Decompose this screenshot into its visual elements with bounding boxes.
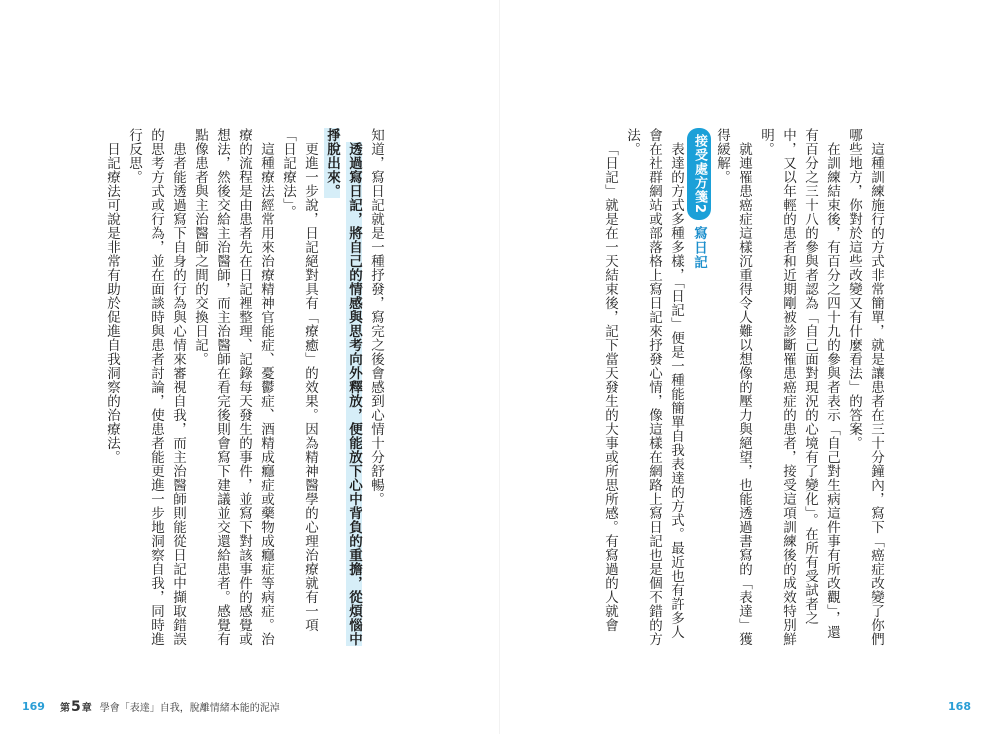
tip-title: 寫日記 — [691, 226, 707, 270]
left-page-body — [57, 128, 387, 648]
right-page-body — [487, 128, 887, 648]
paragraph: 表達的方式多種多樣，「日記」便是一種能簡單自我表達的方式。最近也有許多人會在社群網站或部落格上寫日記來抒發心情，像這樣在網路上寫日記也是個不錯的方法。 — [624, 128, 684, 646]
chapter-title: 學會「表達」自我，脫離情緒本能的泥淖 — [99, 703, 280, 714]
paragraph: 就連罹患癌症這樣沉重得令人難以想像的壓力與絕望，也能透過書寫的「表達」獲得緩解。 — [714, 128, 752, 646]
paragraph: 日記療法可說是非常有助於促進自我洞察的治療法。 — [104, 141, 120, 464]
page-number-right: 168 — [948, 700, 971, 713]
highlighted-text: 透過寫日記，將自己的情感與思考向外釋放，便能放下心中背負的重擔，從煩惱中掙脫出來。 — [324, 128, 362, 646]
chapter-number: 5 — [71, 699, 81, 715]
page-number-left: 169 — [22, 700, 45, 713]
tip-heading — [687, 128, 711, 648]
chapter-suffix: 章 — [81, 703, 92, 714]
paragraph: 知道，寫日記就是一種抒發，寫完之後會感到心情十分舒暢。 — [368, 128, 384, 506]
paragraph: 在訓練結束後，有百分之四十九的參與者表示「自己對生病這件事有所改觀」，還有百分之三十八的參與者認為「自己面對現況的心境有了變化」。在所有受試者之中，又以年輕的患者和近期剛被診斷罹患癌症的患者，接受這項訓練後的成效特別鮮明。 — [758, 128, 840, 646]
right-page — [500, 0, 999, 734]
chapter-prefix: 第 — [60, 703, 70, 714]
paragraph: 患者能透過寫下自身的行為與心情來審視自我，而主治醫師則能從日記中擷取錯誤的思考方式或行為，並在面談時與患者討論，使患者能更進一步地洞察自我，同時進行反思。 — [126, 128, 186, 646]
highlight-paragraph — [321, 128, 365, 648]
paragraph: 「日記」就是在一天結束後，記下當天發生的大事或所思所感。有寫過的人就會 — [602, 141, 618, 632]
paragraph: 這種療法經常用來治療精神官能症、憂鬱症、酒精成癮症或藥物成癮症等病症。治療的流程是由患者先在日記裡整理、記錄每天發生的事件，並寫下對該事件的感覺或想法，然後交給主治醫師，而主治醫師在看完後則會寫下建議並交還給患者。感覺有點像患者與主治醫師之間的交換日記。 — [192, 128, 274, 646]
prescription-tag: 接受處方箋2 — [687, 128, 711, 220]
running-head — [60, 699, 280, 715]
left-page — [0, 0, 499, 734]
paragraph: 這種訓練施行的方式非常簡單，就是讓患者在三十分鐘內，寫下「癌症改變了你們哪些地方，你對於這些改變又有什麼看法」的答案。 — [846, 128, 884, 646]
paragraph: 更進一步說，日記絕對具有「療癒」的效果。因為精神醫學的心理治療就有一項「日記療法」。 — [280, 128, 318, 632]
